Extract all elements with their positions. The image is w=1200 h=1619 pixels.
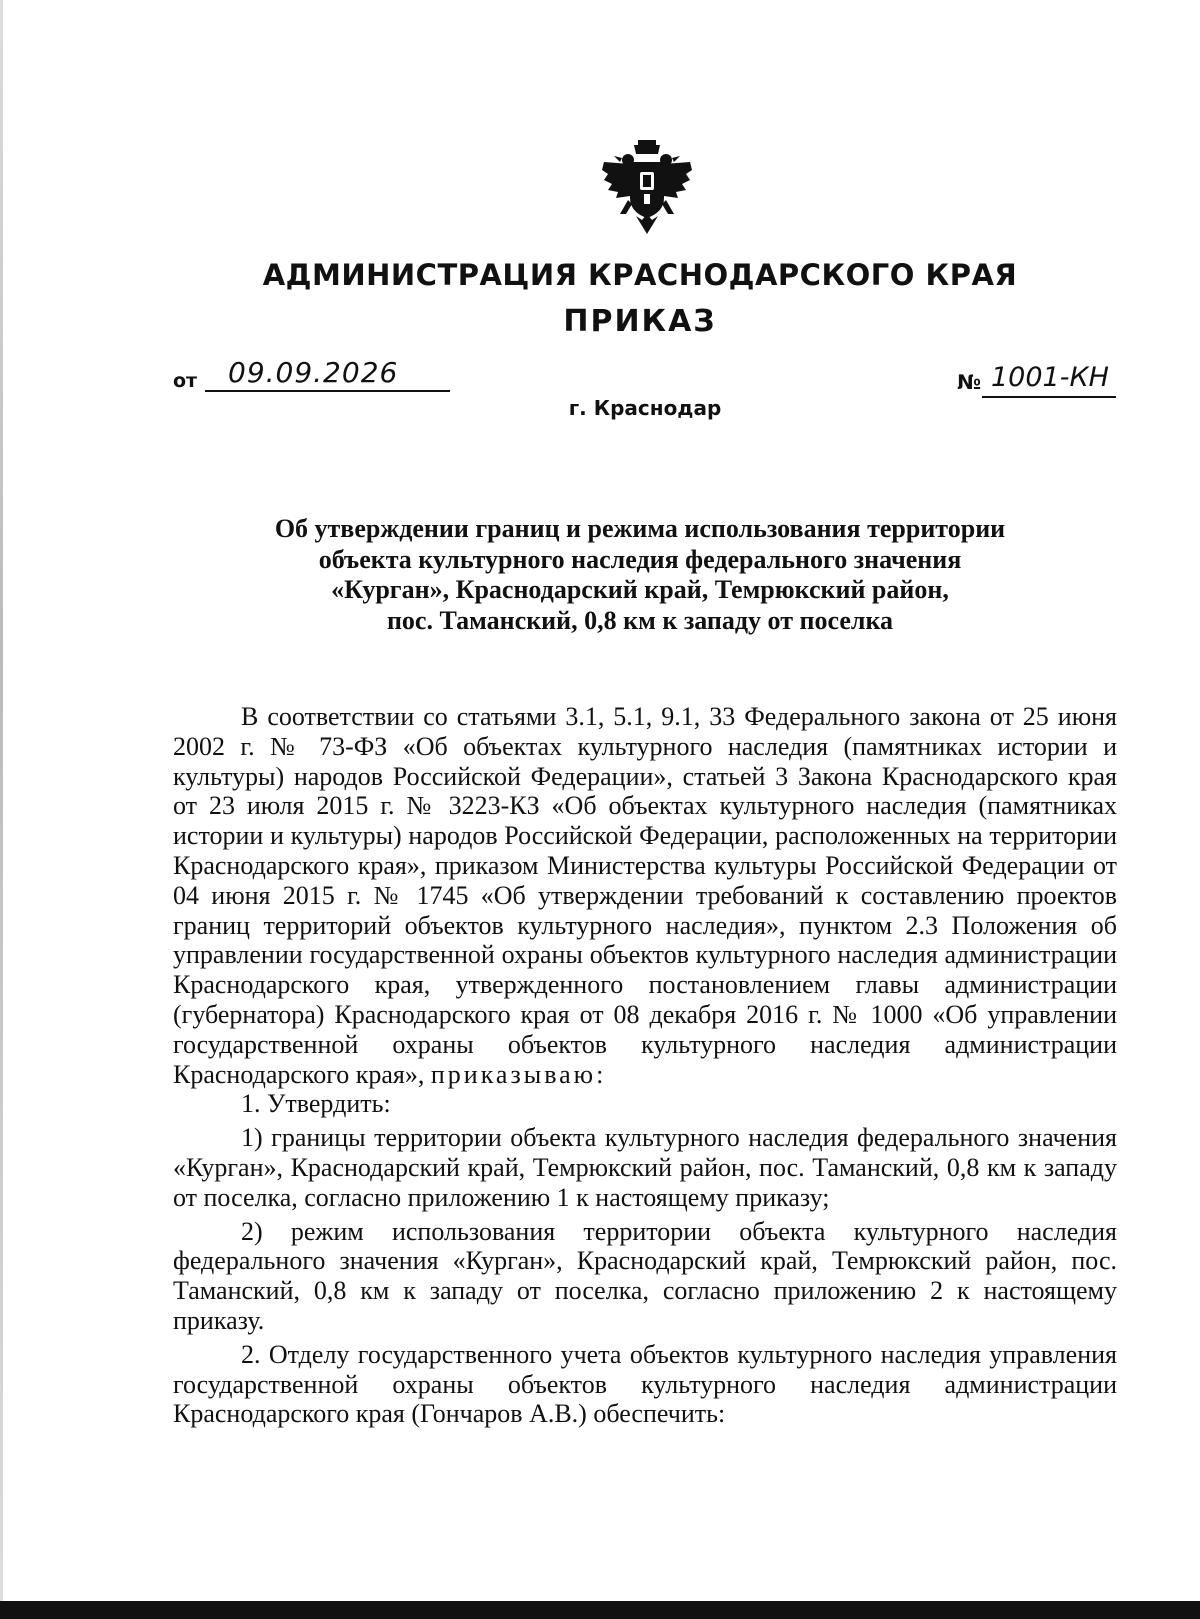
item-1: 1. Утвердить: [241, 1089, 391, 1119]
handwritten-number: 1001-КН [991, 362, 1109, 393]
scan-edge-left [0, 0, 3, 1619]
document-type: ПРИКАЗ [563, 304, 717, 339]
heading-line: «Курган», Краснодарский край, Темрюкский район, [331, 575, 949, 604]
item-1-2: 2) режим использования территории объекта культурного наследия федерального значения «Курган», Краснодарский край, Темрюкский район, пос. Таманский, 0,8 км к западу от поселка, согласно приложению 2 к настоящему приказу. [173, 1216, 1117, 1335]
coat-of-arms-icon [600, 140, 694, 236]
document-heading [200, 514, 1080, 636]
org-title: АДМИНИСТРАЦИЯ КРАСНОДАРСКОГО КРАЯ [262, 258, 1018, 292]
scan-edge-bottom [0, 1601, 1200, 1619]
heading-line: Об утверждении границ и режима использования территории [274, 514, 1006, 543]
document-body [173, 702, 1117, 1429]
item-1-1: 1) границы территории объекта культурного наследия федерального значения «Курган», Краснодарский край, Темрюкский район, пос. Таманский, 0,8 км к западу от поселка, согласно приложению 1 к настоящему приказу; [173, 1123, 1117, 1212]
handwritten-date: 09.09.2026 [228, 356, 399, 389]
preamble-text: В соответствии со статьями 3.1, 5.1, 9.1, 33 Федерального закона от 25 июня 2002 г. № 73-ФЗ «Об объектах культурного наследия (памятниках истории и культуры) народов Российской Федерации», статьей 3 Закона Краснодарского края от 23 июля 2015 г. № 3223-КЗ «Об объектах культурного наследия (памятниках истории и культуры) народов Российской Федерации, расположенных на территории Краснодарского края», приказом Министерства культуры Российской Федерации от 04 июня 2015 г. № 1745 «Об утверждении требований к составлению проектов границ территорий объектов культурного наследия», пунктом 2.3 Положения об управлении государственной охраны объектов культурного наследия администрации Краснодарского края, утвержденного постановлением главы администрации (губернатора) Краснодарского края от 08 декабря 2016 г. № 1000 «Об управлении государственной охраны объектов культурного наследия администрации Краснодарского края», [173, 702, 1117, 1089]
heading-line: объекта культурного наследия федерального значения [318, 544, 962, 574]
city: г. Краснодар [568, 396, 722, 420]
date-label: от [173, 370, 198, 392]
preamble-paragraph [173, 702, 1117, 1089]
number-label: № [957, 370, 982, 394]
order-word: приказываю: [430, 1059, 607, 1089]
item-2: 2. Отделу государственного учета объектов культурного наследия управления государственной охраны объектов культурного наследия администрации Краснодарского края (Гончаров А.В.) обеспечить: [173, 1339, 1117, 1429]
heading-line: пос. Таманский, 0,8 км к западу от поселка [386, 605, 894, 635]
date-underline [205, 390, 450, 392]
